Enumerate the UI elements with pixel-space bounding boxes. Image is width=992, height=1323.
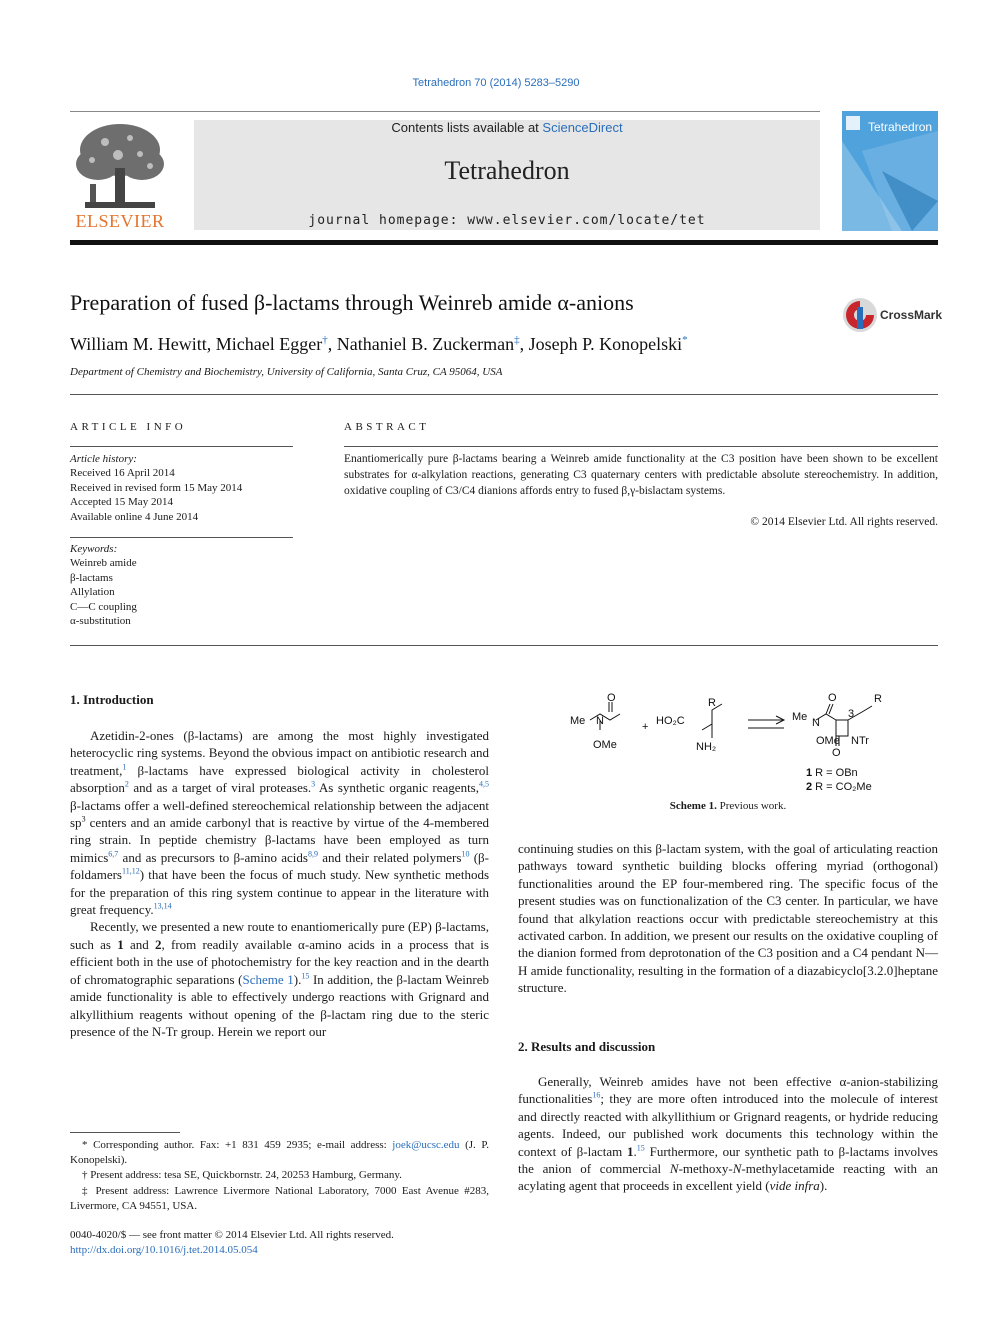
scheme-caption-label: Scheme 1.	[669, 800, 717, 812]
citation-link[interactable]: 15	[301, 971, 310, 981]
compound-number: 1	[117, 936, 124, 952]
cover-title: Tetrahedron	[868, 120, 933, 134]
citation-link[interactable]: 8,9	[307, 849, 318, 859]
footnote-mark: †	[82, 1169, 88, 1182]
history-online: Available online 4 June 2014	[70, 510, 199, 523]
keyword: α-substitution	[70, 615, 131, 628]
corresponding-author-mark[interactable]: *	[682, 334, 688, 346]
scheme-caption	[518, 800, 938, 812]
scheme-label: NTr	[851, 735, 869, 747]
keyword: Allylation	[70, 586, 115, 599]
footnote-text: Present address: Lawrence Livermore National Laboratory, 7000 East Avenue #283, Livermore, CA 94551, USA.	[70, 1184, 489, 1212]
contents-line	[194, 120, 820, 135]
divider	[70, 446, 293, 447]
scheme-compound-2: 2 R = CO₂Me	[806, 781, 872, 793]
author-list: William M. Hewitt, Michael Egger†, Nathaniel B. Zuckerman‡, Joseph P. Konopelski*	[70, 334, 688, 354]
abstract-copyright: © 2014 Elsevier Ltd. All rights reserved.	[750, 516, 938, 528]
contents-prefix: Contents lists available at	[391, 120, 543, 135]
doi-link[interactable]: http://dx.doi.org/10.1016/j.tet.2014.05.054	[70, 1244, 258, 1256]
keywords-label: Keywords:	[70, 543, 118, 555]
scheme-label: R	[708, 697, 716, 709]
scheme-atom-labels	[570, 692, 882, 793]
keyword: C—C coupling	[70, 600, 137, 613]
citation-link[interactable]: 15	[636, 1143, 645, 1153]
scheme-label: OMe	[593, 739, 617, 751]
keyword: Weinreb amide	[70, 557, 137, 570]
scheme-label: OMe	[816, 735, 840, 747]
crossmark-icon	[842, 297, 878, 333]
journal-reference[interactable]: Tetrahedron 70 (2014) 5283–5290	[412, 77, 580, 89]
introduction-continued	[518, 840, 938, 997]
citation-link[interactable]: 2	[124, 779, 129, 789]
abstract-text: Enantiomerically pure β-lactams bearing a Weinreb amide functionality at the C3 position have been shown to be excellent substrates for α-alkylation reactions, generating C3 quaternary centers with predictable absolute stereochemistry. In addition, oxidative coupling of C3/C4 dianions affords entry to fused β,γ-bislactam systems.	[344, 453, 938, 498]
scheme-label: R	[874, 693, 882, 705]
superscript: 3	[81, 814, 86, 824]
scheme-label: O	[832, 747, 841, 759]
divider	[344, 446, 938, 447]
footer	[70, 1228, 394, 1258]
paragraph: Azetidin-2-ones (β-lactams) are among the most highly investigated heterocyclic ring systems. Beyond the obvious impact on antibiotic research and treatment,$^1$ β-lactams have expressed biological activity in cholesterol absorption$^2$ and as a target of viral proteases.$^3$ As synthetic organic reagents,$^{4,5}$ β-lactams offer a well-defined stereochemical relationship between the adjacent $sp^3$ centers and an amide carbonyl that is reactive by virtue of the 4-membered ring strain. In peptide chemistry β-lactams have been employed as turn mimics$^{6,7}$ and as precursors to β-amino acids$^{8,9}$ and their related polymers$^{10}$ (β-foldamers$^{11,12}$) that have been the focus of much study. New synthetic methods for the preparation of this ring system continue to appear in the literature with great frequency.$^{13,14}$	[70, 728, 489, 918]
author[interactable]: William M. Hewitt	[70, 334, 207, 354]
journal-title[interactable]: Tetrahedron	[444, 156, 570, 185]
footnote-text: (J. P. Konopelski).	[70, 1139, 490, 1167]
crossmark-badge[interactable]	[842, 297, 943, 333]
section-heading-introduction: 1. Introduction	[70, 692, 154, 707]
history-label: Article history:	[70, 453, 137, 465]
affiliation: Department of Chemistry and Biochemistry, University of California, Santa Cruz, CA 95064, USA	[70, 366, 503, 378]
footnotes	[70, 1138, 489, 1214]
article-title: Preparation of fused β-lactams through Weinreb amide α-anions	[70, 290, 634, 315]
header-rule	[70, 111, 820, 112]
author[interactable]: Michael Egger	[215, 334, 323, 354]
author-footnote-mark[interactable]: †	[322, 334, 328, 346]
footnote-corresponding	[70, 1138, 489, 1168]
citation-link[interactable]: 13,14	[153, 901, 172, 911]
citation-link[interactable]: 11,12	[121, 866, 140, 876]
scheme-label: O	[607, 692, 616, 704]
article-info-heading: ARTICLE INFO	[70, 421, 187, 433]
divider	[70, 645, 938, 646]
issn-line: 0040-4020/$ — see front matter © 2014 Elsevier Ltd. All rights reserved.	[70, 1229, 394, 1241]
italic-text: vide infra	[769, 1178, 820, 1194]
journal-homepage[interactable]: journal homepage: www.elsevier.com/locate/tet	[308, 213, 706, 228]
scheme-label: 3	[848, 708, 855, 720]
elsevier-logo[interactable]	[70, 120, 170, 232]
citation-link[interactable]: 10	[461, 849, 470, 859]
journal-cover[interactable]	[842, 111, 938, 231]
divider	[70, 394, 938, 395]
scheme-label: N	[596, 715, 604, 727]
citation-link[interactable]: 4,5	[479, 779, 489, 789]
scheme-label: Me	[792, 711, 808, 723]
paragraph: Generally, Weinreb amides have not been effective α-anion-stabilizing functionalities$^{16}$; they are more often introduced into the molecule of interest and directly reacted with alkyllithium or Grignard reagents, or hydride reducing agents. Indeed, our published work documents this technology within the context of β-lactam 1.15 Furthermore, our synthetic path to β-lactams involves the anion of commercial N-methoxy-N-methylacetamide reacting with an acylating agent that proceeds in excellent yield (vide infra).	[518, 1074, 938, 1194]
history-revised: Received in revised form 15 May 2014	[70, 481, 243, 494]
scheme-label: Me	[570, 715, 586, 727]
citation-link[interactable]: 1	[122, 762, 127, 772]
footnote-mark: ‡	[82, 1184, 91, 1197]
article-history	[70, 452, 293, 524]
scheme-label: NH₂	[696, 741, 717, 753]
scheme-compound-1: 1 R = OBn	[806, 767, 858, 779]
introduction-column	[70, 727, 489, 1040]
results-column	[518, 1073, 938, 1195]
paragraph: continuing studies on this β-lactam system, with the goal of articulating reaction pathways toward synthetic building blocks offering myriad (orthogonal) functionalities around the EP four-membered ring. The specific focus of the present studies was on functionalization of the C3 center. In particular, we have found that alkylation reactions occur with predictable stereochemistry at this activated carbon. In addition, we present our results on the oxidative coupling of the dianion formed from deprotonation of the C3 position and a C4 pendant N—H amide functionality, resulting in the formation of a diazabicyclo[3.2.0]heptane structure.	[518, 841, 938, 996]
scheme-label: +	[642, 721, 649, 733]
crossmark-label: CrossMark	[880, 308, 943, 322]
history-accepted: Accepted 15 May 2014	[70, 496, 173, 509]
paragraph: Recently, we presented a new route to enantiomerically pure (EP) β-lactams, such as 1 and 2, from readily available α-amino acids in a process that is efficient both in the use of photochemistry for the key reaction and in the dearth of chromatographic separations (Scheme 1).$^{15}$ In addition, the β-lactam Weinreb amide functionality is able to effectively undergo reactions with Grignard and alkyllithium reagents without opening of the β-lactam ring due to the steric presence of the N-Tr group. Herein we report our	[70, 919, 490, 1039]
publisher-name: ELSEVIER	[75, 211, 165, 231]
divider	[70, 537, 293, 538]
scheme-link[interactable]: Scheme 1	[242, 971, 294, 987]
citation-link[interactable]: 3	[311, 779, 316, 789]
history-received: Received 16 April 2014	[70, 467, 175, 480]
footnote-mark: *	[82, 1139, 88, 1151]
scheme-label: O	[828, 692, 837, 704]
abstract-heading: ABSTRACT	[344, 421, 430, 433]
section-heading-results: 2. Results and discussion	[518, 1039, 656, 1054]
italic-text: N	[732, 1161, 742, 1177]
footnote-text: Corresponding author. Fax: +1 831 459 2935; e-mail address:	[93, 1139, 393, 1151]
scheme-drawing	[548, 690, 918, 800]
sciencedirect-link[interactable]: ScienceDirect	[542, 120, 623, 135]
citation-link[interactable]: 16	[592, 1091, 601, 1101]
author[interactable]: Nathaniel B. Zuckerman	[336, 334, 515, 354]
citation-link[interactable]: 6,7	[108, 849, 119, 859]
footnote-text: Present address: tesa SE, Quickbornstr. 24, 20253 Hamburg, Germany.	[90, 1169, 402, 1182]
footnote-2	[70, 1184, 489, 1214]
compound-number: 1	[627, 1143, 634, 1159]
keywords	[70, 542, 293, 628]
scheme-label: HO₂C	[656, 715, 685, 727]
italic-text: N	[669, 1161, 679, 1177]
scheme-label: N	[812, 717, 820, 729]
footnote-rule	[70, 1132, 180, 1133]
footnote-1	[70, 1168, 489, 1183]
scheme-caption-text: Previous work.	[716, 800, 787, 812]
tree-icon	[70, 120, 170, 212]
email-link[interactable]: joek@ucsc.edu	[392, 1139, 460, 1151]
compound-number: 2	[154, 936, 162, 952]
author-footnote-mark[interactable]: ‡	[514, 334, 520, 346]
keyword: β-lactams	[70, 571, 113, 584]
masthead	[194, 120, 820, 230]
author[interactable]: Joseph P. Konopelski	[528, 334, 683, 354]
header-thick-rule	[70, 240, 938, 245]
scheme-1-figure[interactable]	[548, 690, 918, 800]
